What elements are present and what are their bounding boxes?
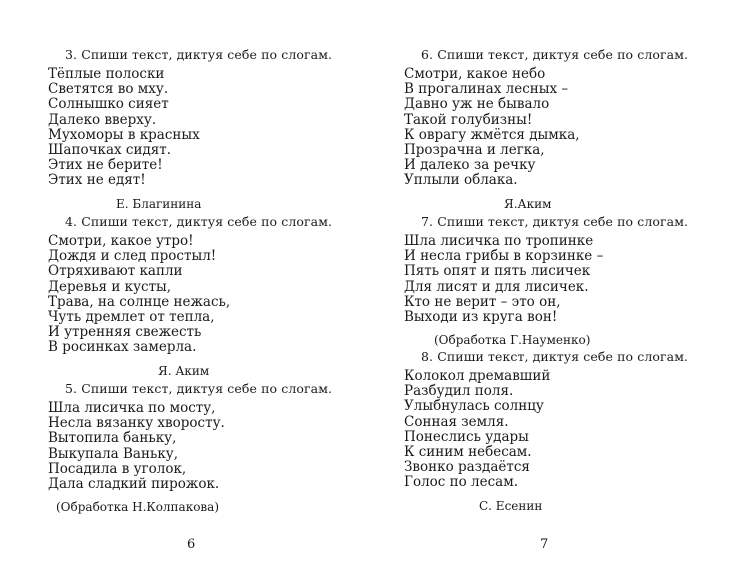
poem-line: Понеслись удары (404, 428, 529, 445)
poem-line: Этих не едят! (48, 172, 146, 189)
exercise-task: 6. Спиши текст, диктуя себе по слогам. (421, 47, 689, 62)
poem-line: Далеко вверху. (48, 111, 157, 128)
poem-line: Солнышко сияет (48, 96, 169, 113)
poem-line: Светятся во мху. (48, 81, 169, 98)
poem-line: К синим небесам. (404, 444, 532, 461)
poem-line: Прозрачна и легка, (404, 142, 545, 159)
poem-line: Этих не берите! (48, 157, 163, 174)
poem (404, 234, 688, 325)
poem-line: Выходи из круга вон! (404, 309, 558, 326)
poem-line: Такой голубизны! (404, 111, 533, 128)
page-number: 6 (187, 537, 196, 552)
poem-line: Улыбнулась солнцу (404, 398, 544, 415)
poem-line: Уплыли облака. (404, 172, 518, 189)
poem-line: Дала сладкий пирожок. (48, 476, 220, 493)
poem-line: Звонко раздаётся (404, 459, 530, 476)
poem-line: Смотри, какое утро! (48, 233, 194, 249)
poem-line: Посадила в уголок, (48, 460, 187, 477)
exercise-task: 5. Спиши текст, диктуя себе по слогам. (65, 381, 333, 396)
poem-line: Шла лисичка по тропинке (404, 233, 594, 249)
exercise-5 (48, 381, 332, 515)
poem-line: Голос по лесам. (404, 474, 519, 491)
poem-line: К оврагу жмётся дымка, (404, 126, 580, 143)
poem-line: Шла лисичка по мосту, (48, 400, 216, 416)
exercise-4 (48, 214, 332, 379)
poem-line: Разбудил поля. (404, 383, 514, 400)
exercise-6 (404, 47, 688, 212)
poem (48, 67, 332, 189)
poem-author: С. Есенин (479, 498, 543, 513)
poem-line: Отряхивают капли (48, 263, 183, 280)
poem (48, 234, 332, 356)
poem (404, 369, 688, 491)
poem-line: В росинках замерла. (48, 339, 197, 356)
poem-line: Мухоморы в красных (48, 126, 200, 143)
poem-line: Смотри, какое небо (404, 66, 546, 82)
page-right (366, 0, 731, 587)
poem-line: Выкупала Ваньку, (48, 445, 178, 462)
exercise-7 (404, 214, 688, 348)
poem-line: Сонная земля. (404, 413, 509, 430)
poem (404, 67, 688, 189)
exercise-task: 3. Спиши текст, диктуя себе по слогам. (65, 47, 333, 62)
page-number: 7 (540, 537, 549, 552)
exercise-task: 4. Спиши текст, диктуя себе по слогам. (65, 214, 333, 229)
poem-line: Тёплые полоски (48, 66, 165, 82)
poem-line: Шапочках сидят. (48, 142, 172, 159)
poem-line: Деревья и кусты, (48, 278, 172, 295)
poem-line: Трава, на солнце нежась, (48, 293, 231, 310)
poem-line: Для лисят и для лисичек. (404, 278, 589, 295)
poem-line: И далеко за речку (404, 157, 536, 174)
poem-author: Я. Аким (158, 363, 210, 378)
exercise-task: 8. Спиши текст, диктуя себе по слогам. (421, 349, 689, 364)
exercise-3 (48, 47, 332, 212)
exercise-8 (404, 349, 688, 514)
exercise-task: 7. Спиши текст, диктуя себе по слогам. (421, 214, 689, 229)
poem-line: Кто не верит – это он, (404, 293, 561, 310)
poem-line: Чуть дремлет от тепла, (48, 309, 215, 326)
poem-line: В прогалинах лесных – (404, 81, 569, 98)
poem-author: Я.Аким (504, 196, 552, 211)
poem (48, 401, 332, 492)
poem-line: Колокол дремавший (404, 368, 551, 384)
poem-line: Пять опят и пять лисичек (404, 263, 591, 280)
poem-line: Вытопила баньку, (48, 430, 177, 447)
poem-line: И несла грибы в корзинке – (404, 248, 604, 265)
poem-line: И утренняя свежесть (48, 324, 202, 341)
poem-author: (Обработка Н.Колпакова) (56, 500, 220, 515)
poem-author: Е. Благинина (116, 196, 202, 211)
poem-author: (Обработка Г.Науменко) (434, 333, 591, 348)
poem-line: Несла вязанку хворосту. (48, 415, 225, 432)
poem-line: Дождя и след простыл! (48, 248, 217, 265)
poem-line: Давно уж не бывало (404, 96, 550, 113)
page-left (0, 0, 365, 587)
